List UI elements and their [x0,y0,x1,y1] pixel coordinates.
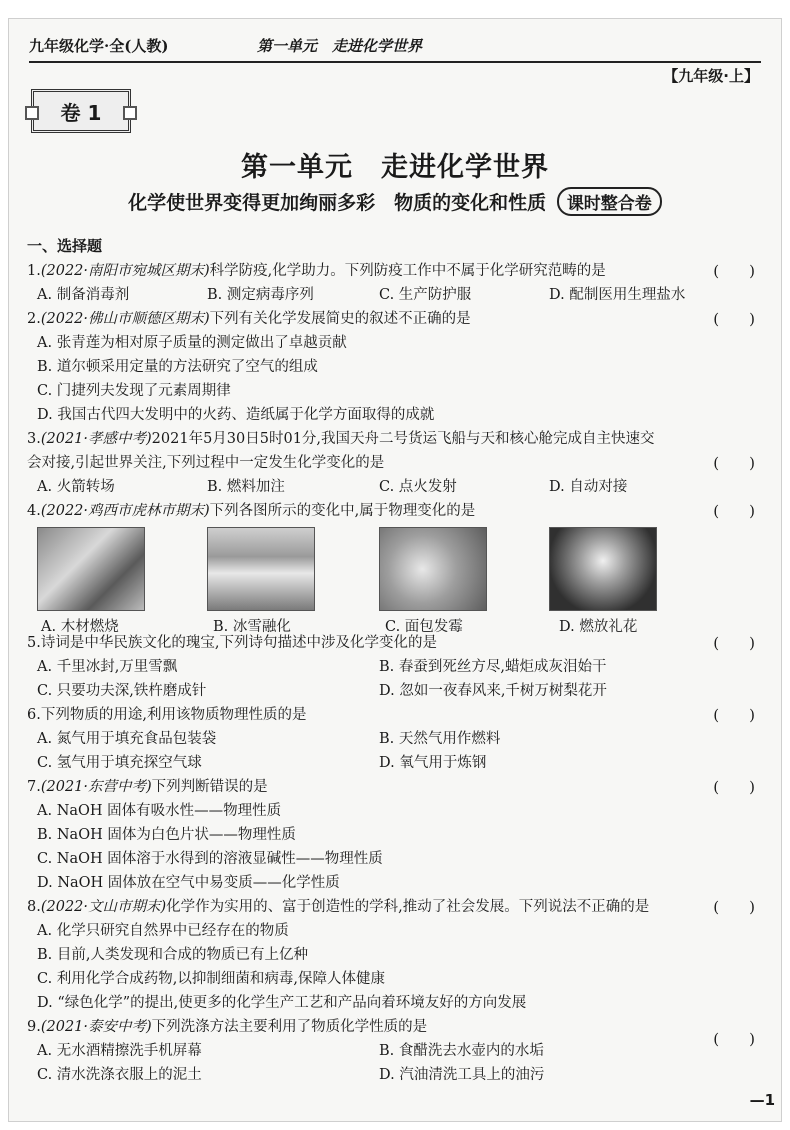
answer-blank[interactable]: ( ) [713,1030,755,1048]
option-c: C. 清水洗涤衣服上的泥土 [37,1067,202,1083]
question-4 [27,499,763,639]
book-title: 九年级化学·全(人教) [29,37,169,55]
option-c: C. 氢气用于填充探空气球 [37,755,202,771]
option-d: D. 自动对接 [549,479,628,495]
option-c: C. 面包发霉 [385,619,463,635]
option-a: A. 无水酒精擦洗手机屏幕 [37,1043,202,1059]
option-c: C. 生产防护服 [379,287,472,303]
answer-blank[interactable]: ( ) [713,706,755,724]
question-source: (2022·南阳市宛城区期末) [40,263,210,279]
question-text: 下列各图所示的变化中,属于物理变化的是 [209,503,476,519]
question-source: (2021·泰安中考) [40,1019,152,1035]
question-number: 1. [27,263,41,279]
question-8 [27,895,763,1015]
option-c: C. 只要功夫深,铁杵磨成针 [37,683,207,699]
option-b: B. 目前,人类发现和合成的物质已有上亿种 [37,947,308,963]
question-3 [27,427,763,499]
option-d: D. 汽油清洗工具上的油污 [379,1067,545,1083]
question-number: 4. [27,503,41,519]
moldy-bread-image [379,527,487,611]
question-2 [27,307,763,427]
paper-type-badge: 课时整合卷 [557,187,662,216]
option-c: C. 点火发射 [379,479,457,495]
option-d: D. “绿色化学”的提出,使更多的化学生产工艺和产品向着环境友好的方向发展 [37,995,527,1011]
option-d: D. 忽如一夜春风来,千树万树梨花开 [379,683,607,699]
answer-blank[interactable]: ( ) [713,310,755,328]
question-5 [27,631,763,703]
question-number: 7. [27,779,41,795]
question-source: (2022·鸡西市虎林市期末) [40,503,210,519]
lesson-subtitle [9,187,781,216]
header-rule [29,61,761,63]
fireworks-image [549,527,657,611]
melting-snow-image [207,527,315,611]
page-header [29,35,761,57]
question-number: 5. [27,635,41,651]
exam-page [8,18,782,1122]
option-d: D. 我国古代四大发明中的火药、造纸属于化学方面取得的成就 [37,407,435,423]
answer-blank[interactable]: ( ) [713,262,755,280]
question-text: 下列物质的用途,利用该物质物理性质的是 [40,707,307,723]
grade-tag: 【九年级·上】 [663,67,759,85]
page-number: —1 [749,1091,775,1109]
question-source: (2021·东营中考) [40,779,152,795]
question-number: 3. [27,431,41,447]
option-c: C. 利用化学合成药物,以抑制细菌和病毒,保障人体健康 [37,971,386,987]
burning-wood-image [37,527,145,611]
answer-blank[interactable]: ( ) [713,898,755,916]
option-b: B. 冰雪融化 [213,619,291,635]
option-b: B. 春蚕到死丝方尽,蜡炬成灰泪始干 [379,659,607,675]
option-b: B. 测定病毒序列 [207,287,314,303]
question-text: 诗词是中华民族文化的瑰宝,下列诗句描述中涉及化学变化的是 [40,635,437,651]
option-d: D. 配制医用生理盐水 [549,287,686,303]
option-a: A. 制备消毒剂 [37,287,130,303]
question-source: (2022·佛山市顺德区期末) [40,311,210,327]
question-number: 9. [27,1019,41,1035]
option-a: A. NaOH 固体有吸水性——物理性质 [37,803,282,819]
question-9 [27,1015,763,1087]
header-unit: 第一单元 走进化学世界 [257,37,423,55]
answer-blank[interactable]: ( ) [713,778,755,796]
question-number: 2. [27,311,41,327]
option-a: A. 化学只研究自然界中已经存在的物质 [37,923,289,939]
question-1 [27,259,763,307]
option-d: D. 氧气用于炼钢 [379,755,487,771]
option-a: A. 火箭转场 [37,479,115,495]
answer-blank[interactable]: ( ) [713,634,755,652]
option-d: D. NaOH 固体放在空气中易变质——化学性质 [37,875,340,891]
question-6 [27,703,763,775]
unit-title: 第一单元 走进化学世界 [241,152,549,183]
answer-blank[interactable]: ( ) [713,454,755,472]
option-b: B. 道尔顿采用定量的方法研究了空气的组成 [37,359,318,375]
option-b: B. 食醋洗去水壶内的水垢 [379,1043,544,1059]
option-c: C. 门捷列夫发现了元素周期律 [37,383,231,399]
question-text-cont: 会对接,引起世界关注,下列过程中一定发生化学变化的是 [27,455,385,471]
subtitle-text: 化学使世界变得更加绚丽多彩 物质的变化和性质 [128,192,547,214]
option-d: D. 燃放礼花 [559,619,638,635]
section-heading: 一、选择题 [27,237,103,255]
question-text: 科学防疫,化学助力。下列防疫工作中不属于化学研究范畴的是 [209,263,606,279]
question-source: (2021·孝感中考) [40,431,152,447]
question-text: 2021年5月30日5时01分,我国天舟二号货运飞船与天和核心舱完成自主快速交 [151,431,655,447]
option-b: B. 天然气用作燃料 [379,731,501,747]
question-number: 8. [27,899,41,915]
option-b: B. NaOH 固体为白色片状——物理性质 [37,827,296,843]
question-number: 6. [27,707,41,723]
question-source: (2022·文山市期末) [40,899,167,915]
question-text: 下列有关化学发展简史的叙述不正确的是 [209,311,471,327]
question-7 [27,775,763,895]
option-c: C. NaOH 固体溶于水得到的溶液显碱性——物理性质 [37,851,383,867]
option-b: B. 燃料加注 [207,479,285,495]
option-a: A. 千里冰封,万里雪飘 [37,659,178,675]
option-a: A. 木材燃烧 [41,619,119,635]
option-a: A. 张青莲为相对原子质量的测定做出了卓越贡献 [37,335,347,351]
paper-label: 卷 1 [31,89,131,133]
answer-blank[interactable]: ( ) [713,502,755,520]
picture-options [27,527,763,639]
option-a: A. 氮气用于填充食品包装袋 [37,731,217,747]
question-text: 下列判断错误的是 [151,779,268,795]
question-text: 化学作为实用的、富于创造性的学科,推动了社会发展。下列说法不正确的是 [166,899,650,915]
question-text: 下列洗涤方法主要利用了物质化学性质的是 [151,1019,428,1035]
